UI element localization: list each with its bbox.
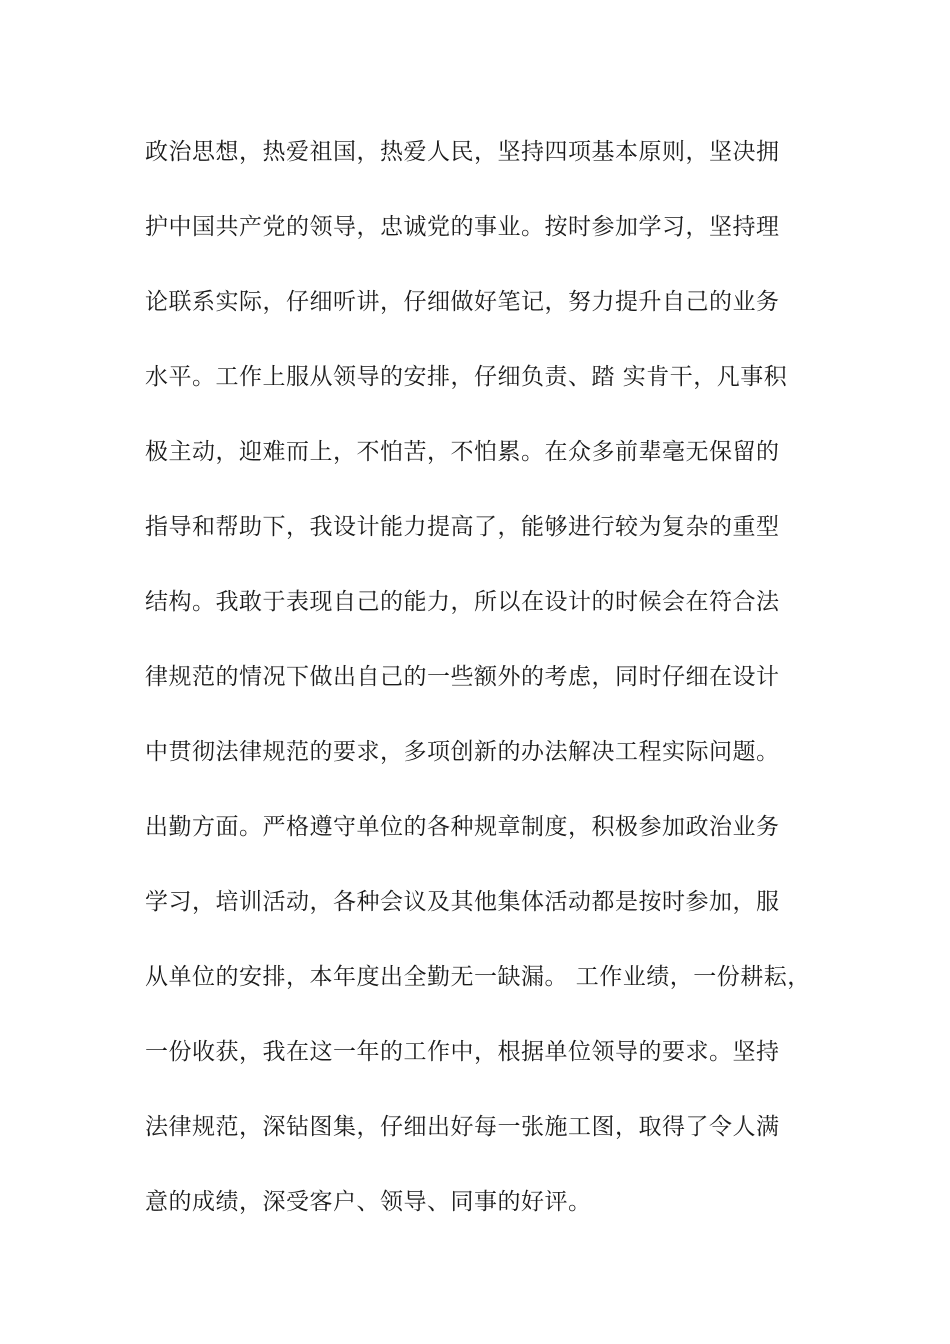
text-line: 指导和帮助下，我设计能力提高了，能够进行较为复杂的重型 bbox=[145, 514, 780, 540]
text-line: 从单位的安排，本年度出全勤无一缺漏。 工作业绩，一份耕耘， bbox=[145, 964, 811, 990]
text-line: 法律规范，深钻图集，仔细出好每一张施工图，取得了令人满 bbox=[145, 1114, 780, 1140]
text-line: 意的成绩，深受客户、领导、同事的好评。 bbox=[145, 1189, 592, 1215]
text-line: 政治思想，热爱祖国，热爱人民，坚持四项基本原则，坚决拥 bbox=[145, 139, 780, 165]
text-line: 律规范的情况下做出自己的一些额外的考虑，同时仔细在设计 bbox=[145, 664, 780, 690]
text-line: 极主动，迎难而上，不怕苦，不怕累。在众多前辈毫无保留的 bbox=[145, 439, 780, 465]
text-line: 一份收获，我在这一年的工作中，根据单位领导的要求。坚持 bbox=[145, 1039, 780, 1065]
body-text bbox=[145, 133, 845, 1258]
text-line: 结构。我敢于表现自己的能力，所以在设计的时候会在符合法 bbox=[145, 589, 780, 615]
text-line: 水平。工作上服从领导的安排，仔细负责、踏 实肯干，凡事积 bbox=[145, 364, 788, 390]
text-line: 论联系实际，仔细听讲，仔细做好笔记，努力提升自己的业务 bbox=[145, 289, 780, 315]
text-line: 中贯彻法律规范的要求，多项创新的办法解决工程实际问题。 bbox=[145, 739, 780, 765]
text-line: 出勤方面。严格遵守单位的各种规章制度，积极参加政治业务 bbox=[145, 814, 780, 840]
text-line: 学习，培训活动，各种会议及其他集体活动都是按时参加，服 bbox=[145, 889, 780, 915]
text-line: 护中国共产党的领导，忠诚党的事业。按时参加学习，坚持理 bbox=[145, 214, 780, 240]
